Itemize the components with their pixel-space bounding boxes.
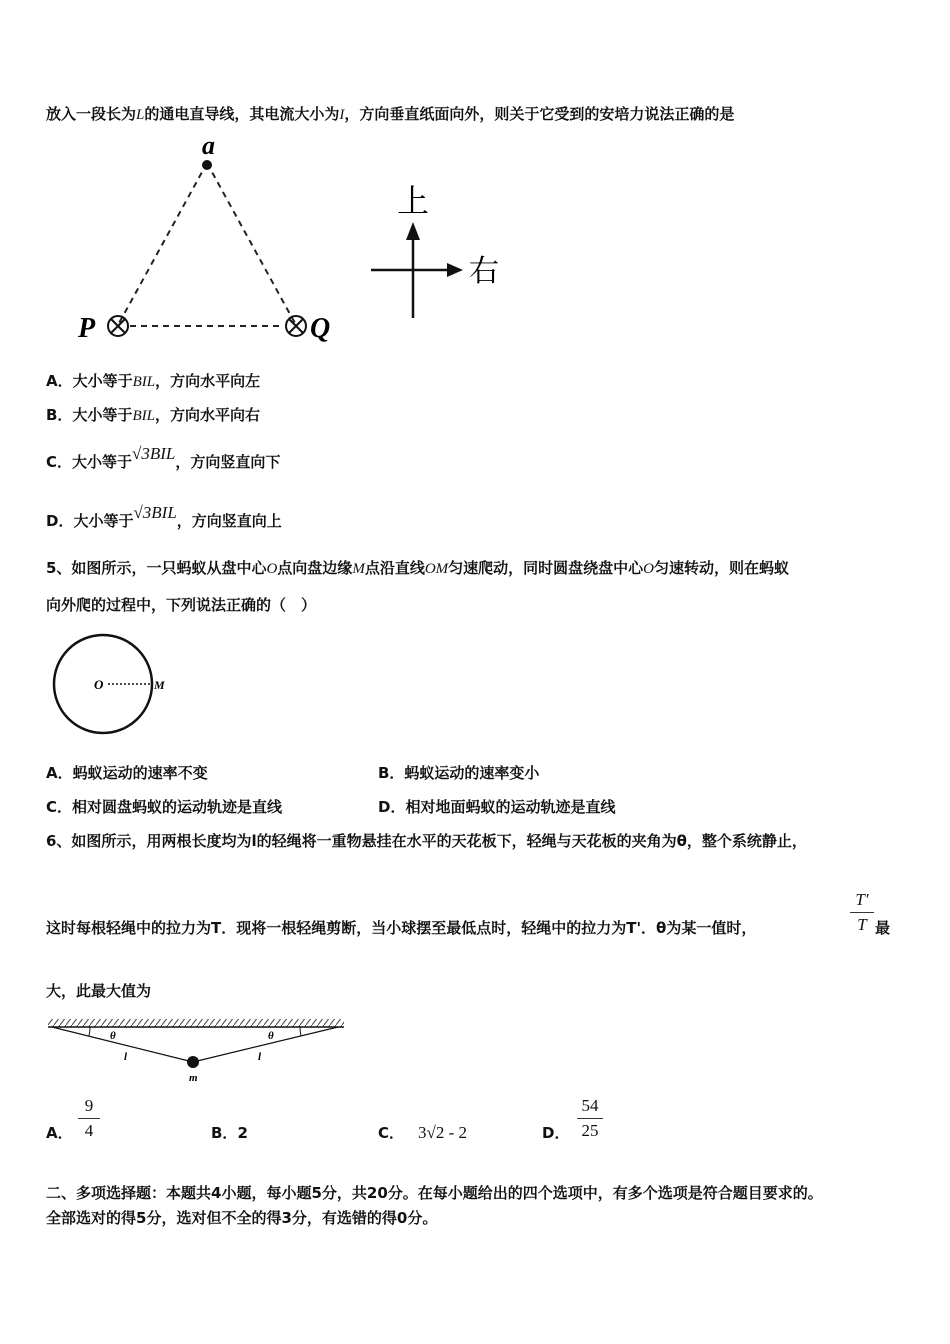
fraction-denominator: T — [857, 915, 867, 934]
arrow-up-icon — [406, 222, 420, 240]
option-text: ，方向水平向左 — [155, 372, 261, 390]
option-expr: √3BIL — [132, 444, 176, 463]
option-text: ，方向水平向右 — [154, 406, 260, 424]
q4-stem-text: ，方向垂直纸面向外，则关于它受到的安培力说法正确的是 — [344, 105, 735, 123]
q6-option-a-fraction[interactable] — [78, 1096, 100, 1141]
option-value: 2 — [237, 1124, 248, 1142]
arrow-right-icon — [447, 263, 463, 277]
q5-stem-text: 点向盘边缘 — [277, 559, 353, 577]
q6-stem-line3: 大，此最大值为 — [46, 982, 152, 1000]
q4-stem-text: 放入一段长为 — [46, 105, 137, 123]
option-value: 3√2 - 2 — [418, 1123, 468, 1142]
label-up: 上 — [397, 182, 430, 220]
current-into-page-icon-p — [108, 316, 128, 336]
q5-option-a[interactable]: A．蚂蚁运动的速率不变 — [46, 764, 208, 782]
q6-option-d-fraction[interactable] — [577, 1096, 603, 1141]
option-text: B．大小等于 — [46, 406, 133, 424]
fraction-bar — [850, 912, 874, 913]
q5-stem-var: O — [643, 561, 655, 577]
q6-pendulum-figure — [48, 1017, 348, 1087]
q6-stem-line1: 6、如图所示，用两根长度均为l的轻绳将一重物悬挂在水平的天花板下，轻绳与天花板的夹角为θ，整个系统静止， — [46, 832, 807, 850]
rope-right — [193, 1027, 338, 1062]
option-text: ，方向竖直向上 — [176, 512, 282, 530]
q4-option-a[interactable] — [46, 370, 260, 391]
label-p: P — [78, 313, 96, 344]
q4-option-b[interactable] — [46, 404, 260, 425]
option-label: C． — [378, 1124, 405, 1142]
fraction-numerator: 9 — [84, 1096, 94, 1115]
q6-ratio-fraction — [850, 890, 874, 935]
label-q: Q — [310, 313, 331, 344]
q6-stem-line2: 这时每根轻绳中的拉力为T．现将一根轻绳剪断，当小球摆至最低点时，轻绳中的拉力为T'．θ为某一值时， — [46, 919, 757, 937]
q4-stem — [46, 103, 734, 124]
label-l-right: l — [258, 1051, 262, 1063]
fraction-numerator: 54 — [581, 1096, 599, 1115]
direction-indicator — [365, 178, 515, 328]
q4-stem-text: 的通电直导线，其电流大小为 — [144, 105, 340, 123]
fraction-numerator: T′ — [855, 890, 869, 909]
q5-stem-text: 匀速转动，则在蚂蚁 — [654, 559, 790, 577]
q4-triangle-figure — [70, 130, 360, 350]
section2-heading-line2: 全部选对的得5分，选对但不全的得3分，有选错的得0分。 — [46, 1209, 438, 1227]
angle-arc-left — [89, 1027, 90, 1036]
label-theta-right: θ — [268, 1030, 274, 1042]
q6-stem-tail: 最 — [875, 919, 891, 937]
angle-arc-right — [300, 1027, 301, 1036]
dashed-line-aq — [207, 163, 296, 325]
current-into-page-icon-q — [286, 316, 306, 336]
q5-disc-figure — [46, 628, 176, 738]
section2-heading-line1: 二、多项选择题：本题共4小题，每小题5分，共20分。在每小题给出的四个选项中，有多个选项是符合题目要求的。 — [46, 1184, 823, 1202]
q6-option-a-label[interactable]: A． — [46, 1124, 73, 1142]
option-expr: BIL — [132, 374, 156, 390]
q6-option-c[interactable] — [378, 1122, 467, 1143]
q5-stem-text: 点沿直线 — [364, 559, 425, 577]
q5-stem-var: M — [352, 561, 365, 577]
option-text: A．大小等于 — [46, 372, 133, 390]
q5-option-d[interactable]: D．相对地面蚂蚁的运动轨迹是直线 — [378, 798, 616, 816]
q4-stem-var-l: L — [136, 107, 145, 123]
fraction-denominator: 25 — [581, 1121, 599, 1140]
ceiling-hatch — [48, 1019, 344, 1027]
q5-stem-text: 5、如图所示，一只蚂蚁从盘中心 — [46, 559, 267, 577]
dashed-line-ap — [118, 163, 207, 325]
q5-stem-line2: 向外爬的过程中，下列说法正确的（ ） — [46, 596, 317, 614]
label-l-left: l — [124, 1051, 128, 1063]
option-text: ，方向竖直向下 — [175, 453, 281, 471]
fraction-bar — [78, 1118, 100, 1119]
option-expr: BIL — [132, 408, 155, 424]
fraction-denominator: 4 — [84, 1121, 94, 1140]
q4-option-c[interactable] — [46, 444, 281, 472]
q4-option-d[interactable] — [46, 503, 282, 531]
mass-ball — [187, 1056, 199, 1068]
fraction-bar — [577, 1118, 603, 1119]
q5-option-b[interactable]: B．蚂蚁运动的速率变小 — [378, 764, 540, 782]
rope-left — [52, 1027, 193, 1062]
label-a: a — [202, 131, 215, 160]
option-text: D．大小等于 — [46, 512, 134, 530]
q5-option-c[interactable]: C．相对圆盘蚂蚁的运动轨迹是直线 — [46, 798, 283, 816]
q5-stem-line1 — [46, 557, 789, 578]
label-right: 右 — [469, 254, 499, 289]
q5-stem-var: O — [266, 561, 278, 577]
option-label: B． — [211, 1124, 238, 1142]
label-m: m — [189, 1072, 198, 1084]
label-o: O — [94, 677, 104, 692]
option-text: C．大小等于 — [46, 453, 133, 471]
q5-stem-var: OM — [424, 561, 449, 577]
q5-stem-text: 匀速爬动，同时圆盘绕盘中心 — [448, 559, 644, 577]
q4-stem-var-i: I — [339, 107, 345, 123]
q6-option-b[interactable] — [211, 1122, 248, 1143]
point-a-dot — [202, 160, 212, 170]
label-theta-left: θ — [110, 1030, 116, 1042]
label-m: M — [154, 678, 165, 692]
q6-option-d-label[interactable]: D． — [542, 1124, 570, 1142]
option-expr: √3BIL — [133, 503, 177, 522]
